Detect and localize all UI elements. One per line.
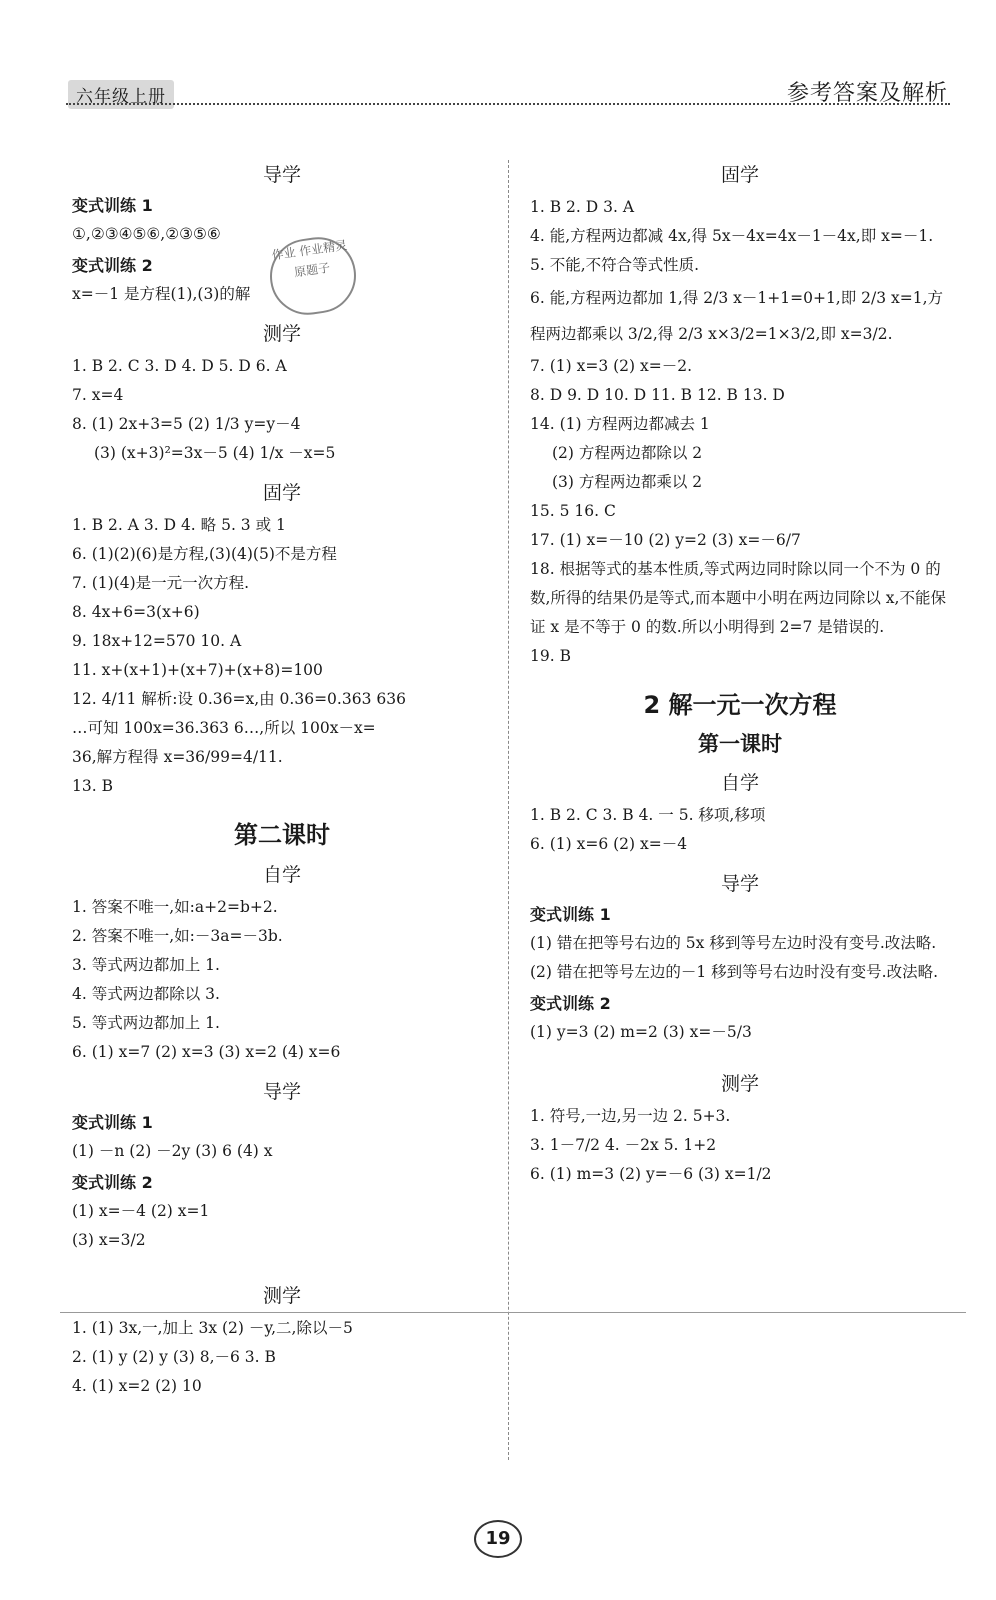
answer-line: 5. 等式两边都加上 1. [72,1014,220,1032]
grade-label: 六年级上册 [68,80,174,109]
answer-line: 4. (1) x=2 (2) 10 [72,1377,202,1395]
answer-line: 36,解方程得 x=36/99=4/11. [72,748,283,766]
answer-line: 7. (1)(4)是一元一次方程. [72,574,250,592]
section-heading: 2 解一元一次方程 [643,691,837,719]
answer-line: (1) －n (2) －2y (3) 6 (4) x [72,1142,273,1160]
answer-line: ①,②③④⑤⑥,②③⑤⑥ [72,225,221,243]
lesson-title: 第一课时 [698,732,782,756]
answer-line: 11. x+(x+1)+(x+7)+(x+8)=100 [72,661,323,679]
heading-guxue: 固学 [720,164,759,186]
heading-cexue-2: 测学 [262,1285,301,1307]
heading-zixue: 自学 [262,864,301,886]
page-fold-line [60,1312,966,1313]
page-number: 19 [474,1520,522,1558]
answer-line: 1. B 2. C 3. B 4. 一 5. 移项,移项 [530,806,766,824]
answer-line: 9. 18x+12=570 10. A [72,632,242,650]
heading-cexue: 测学 [262,323,301,345]
answer-line: 6. 能,方程两边都加 1,得 2/3 x－1+1=0+1,即 2/3 x=1,方程两边都乘以 3/2,得 2/3 x×3/2=1×3/2,即 x=3/2. [530,289,944,343]
answer-line: 17. (1) x=－10 (2) y=2 (3) x=－6/7 [530,531,801,549]
answer-line: 2. 答案不唯一,如:－3a=－3b. [72,927,283,945]
answer-line: 19. B [530,647,571,665]
label: 变式训练 2 [72,1173,153,1192]
answer-line: 6. (1) x=7 (2) x=3 (3) x=2 (4) x=6 [72,1043,341,1061]
answer-line: 4. 能,方程两边都减 4x,得 5x－4x=4x－1－4x,即 x=－1. [530,227,934,245]
answer-line: 5. 不能,不符合等式性质. [530,256,700,274]
lesson-title: 第二课时 [234,821,330,849]
answer-line: 15. 5 16. C [530,502,616,520]
answer-line: 6. (1)(2)(6)是方程,(3)(4)(5)不是方程 [72,545,337,563]
heading-daoxue: 导学 [262,164,301,186]
heading-zixue: 自学 [720,772,759,794]
answer-line: (1) 错在把等号右边的 5x 移到等号左边时没有变号.改法略. [530,934,937,952]
answer-line: 2. (1) y (2) y (3) 8,－6 3. B [72,1348,276,1366]
label: 变式训练 2 [530,994,611,1013]
column-divider [508,160,509,1460]
answer-line: 7. x=4 [72,386,124,404]
answer-line: 3. 等式两边都加上 1. [72,956,220,974]
answer-line: 18. 根据等式的基本性质,等式两边同时除以同一个不为 0 的数,所得的结果仍是等式,而本题中小明在两边同除以 x,不能保证 x 是不等于 0 的数.所以小明得到 2=7 是错误的. [530,560,946,636]
heading-daoxue-2: 导学 [262,1081,301,1103]
answer-line: 13. B [72,777,113,795]
label: 变式训练 1 [72,1113,153,1132]
label: 变式训练 2 [72,256,153,275]
heading-guxue: 固学 [262,482,301,504]
heading-cexue: 测学 [720,1073,759,1095]
label: 变式训练 1 [72,196,153,215]
answer-line: 1. B 2. C 3. D 4. D 5. D 6. A [72,357,287,375]
answer-line: 4. 等式两边都除以 3. [72,985,220,1003]
answer-line: (1) y=3 (2) m=2 (3) x=－5/3 [530,1023,752,1041]
answer-line: 7. (1) x=3 (2) x=－2. [530,357,693,375]
answer-line: (3) (x+3)²=3x－5 (4) 1/x －x=5 [94,444,336,462]
answer-line: 3. 1－7/2 4. －2x 5. 1+2 [530,1136,717,1154]
answer-line: (2) 错在把等号左边的－1 移到等号右边时没有变号.改法略. [530,963,939,981]
answer-line: 1. B 2. D 3. A [530,198,635,216]
answer-line: 1. (1) 3x,一,加上 3x (2) －y,二,除以－5 [72,1319,353,1337]
answer-line: (3) x=3/2 [72,1231,146,1249]
answer-line: 8. (1) 2x+3=5 (2) 1/3 y=y－4 [72,415,301,433]
answer-line: 6. (1) m=3 (2) y=－6 (3) x=1/2 [530,1165,772,1183]
answer-line: 12. 4/11 解析:设 0.36=x,由 0.36=0.363 636 [72,690,406,708]
left-column [72,150,492,1401]
answer-line: 14. (1) 方程两边都减去 1 [530,415,710,433]
answer-line: 6. (1) x=6 (2) x=－4 [530,835,688,853]
answer-line: x=－1 是方程(1),(3)的解 [72,285,251,303]
section-title: 参考答案及解析 [786,81,948,106]
answer-line: (3) 方程两边都乘以 2 [552,473,703,491]
answer-line: …可知 100x=36.363 6…,所以 100x－x= [72,719,376,737]
answer-line: (2) 方程两边都除以 2 [552,444,703,462]
right-column [530,150,950,1189]
heading-daoxue: 导学 [720,873,759,895]
header-divider [66,103,950,105]
answer-line: 8. 4x+6=3(x+6) [72,603,200,621]
answer-line: 1. B 2. A 3. D 4. 略 5. 3 或 1 [72,516,286,534]
answer-line: 1. 答案不唯一,如:a+2=b+2. [72,898,278,916]
answer-line: (1) x=－4 (2) x=1 [72,1202,210,1220]
answer-line: 8. D 9. D 10. D 11. B 12. B 13. D [530,386,785,404]
watermark-stamp: 作业 作业精灵原题子 [265,232,361,319]
label: 变式训练 1 [530,905,611,924]
answer-line: 1. 符号,一边,另一边 2. 5+3. [530,1107,731,1125]
